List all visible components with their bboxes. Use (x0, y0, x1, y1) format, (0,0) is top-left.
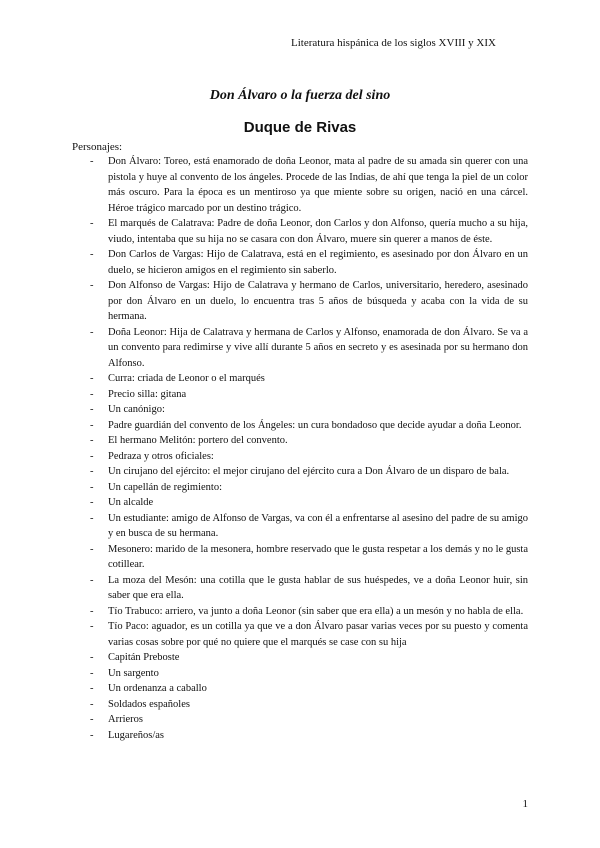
list-bullet: - (90, 249, 94, 260)
document-author: Duque de Rivas (243, 119, 357, 136)
list-bullet: - (90, 497, 94, 508)
character-description: Curra: criada de Leonor o el marqués (108, 373, 265, 384)
list-bullet: - (90, 543, 94, 555)
list-bullet: - (90, 481, 94, 493)
list-bullet: - (90, 574, 94, 586)
character-description: Lugareños/as (108, 729, 164, 741)
page-number: 1 (522, 798, 528, 810)
character-description: Capitán Preboste (108, 652, 180, 663)
character-item (72, 402, 528, 418)
character-description: Don Carlos de Vargas: Hijo de Calatrava, está en el regimiento, es asesinado por don Álvaro en un duelo, se hicieron amigos en el regimiento sin saberlo. (108, 249, 528, 276)
character-item (72, 325, 528, 372)
character-description: Soldados españoles (108, 698, 190, 710)
character-description: Padre guardián del convento de los Ángeles: un cura bondadoso que decide ayudar a doña Leonor. (108, 419, 522, 431)
list-bullet: - (90, 714, 94, 725)
list-bullet: - (90, 621, 94, 632)
character-description: Un canónigo: (108, 404, 165, 415)
character-item (72, 247, 528, 278)
list-bullet: - (90, 667, 94, 679)
character-description: Tío Trabuco: arriero, va junto a doña Leonor (sin saber que era ella) a un mesón y no habla de ella. (108, 605, 524, 617)
character-item (72, 387, 528, 403)
list-bullet: - (90, 450, 94, 462)
character-item (72, 154, 528, 216)
character-item (72, 666, 528, 682)
character-item (72, 697, 528, 713)
character-item (72, 712, 528, 728)
characters-list (72, 154, 528, 743)
list-bullet: - (90, 605, 94, 617)
running-header: Literatura hispánica de los siglos XVIII y XIX (291, 37, 496, 49)
list-bullet: - (90, 683, 94, 694)
list-bullet: - (90, 435, 94, 446)
list-bullet: - (90, 388, 94, 400)
character-item (72, 619, 528, 650)
character-item (72, 604, 528, 620)
list-bullet: - (90, 280, 94, 291)
character-item (72, 681, 528, 697)
list-bullet: - (90, 373, 94, 384)
character-description: Doña Leonor: Hija de Calatrava y hermana de Carlos y Alfonso, enamorada de don Álvaro. Se va a un convento para redimirse y vive allí durante 5 años en secreto y es asesinada por su hermano don Alfonso. (108, 326, 528, 369)
list-bullet: - (90, 698, 94, 710)
character-item (72, 464, 528, 480)
character-item (72, 418, 528, 434)
list-bullet: - (90, 419, 94, 431)
character-description: Precio silla: gitana (108, 388, 187, 400)
character-description: Un alcalde (108, 497, 154, 508)
character-description: Un ordenanza a caballo (108, 683, 207, 694)
character-description: Arrieros (108, 714, 143, 725)
list-bullet: - (90, 466, 94, 477)
character-item (72, 495, 528, 511)
character-description: Pedraza y otros oficiales: (108, 450, 214, 462)
character-item (72, 542, 528, 573)
character-description: La moza del Mesón: una cotilla que le gusta hablar de sus huéspedes, ve a doña Leonor huir, sin saber que era ella. (108, 574, 528, 601)
characters-section-label: Personajes: (72, 141, 123, 153)
character-description: Tío Paco: aguador, es un cotilla ya que ve a don Álvaro pasar varias veces por su puesto y comenta varias cosas sobre por qué no quiere que el marqués se case con su hija (108, 621, 528, 648)
character-item (72, 216, 528, 247)
character-description: Un estudiante: amigo de Alfonso de Vargas, va con él a enfrentarse al asesino del padre de su amigo y en busca de su hermana. (108, 512, 528, 539)
list-bullet: - (90, 512, 94, 524)
list-bullet: - (90, 326, 94, 338)
character-item (72, 728, 528, 744)
list-bullet: - (90, 156, 94, 167)
character-item (72, 650, 528, 666)
character-description: Don Álvaro: Toreo, está enamorado de doña Leonor, mata al padre de su amada sin querer con una pistola y huye al convento de los ángeles. Procede de las Indias, de ahí que tenga la piel de un color más oscuro. Para la época es un mentiroso ya que miente sobre su origen, nació en una cárcel. Héroe trágico marcado por un destino trágico. (108, 156, 528, 214)
character-item (72, 480, 528, 496)
list-bullet: - (90, 729, 94, 741)
character-item (72, 511, 528, 542)
document-title: Don Álvaro o la fuerza del sino (209, 88, 391, 103)
character-description: Mesonero: marido de la mesonera, hombre reservado que le gusta respetar a los demás y no le gusta cotillear. (108, 543, 528, 570)
list-bullet: - (90, 652, 94, 663)
list-bullet: - (90, 218, 94, 229)
character-description: Un sargento (108, 667, 159, 679)
list-bullet: - (90, 404, 94, 415)
character-item (72, 278, 528, 325)
character-item (72, 573, 528, 604)
character-description: Don Alfonso de Vargas: Hijo de Calatrava y hermano de Carlos, universitario, heredero, asesinado por don Álvaro en un duelo, lo encuentra tras 5 años de búsqueda y acaba con la vida de su hermana. (108, 280, 528, 322)
character-description: Un cirujano del ejército: el mejor cirujano del ejército cura a Don Álvaro de un disparo de bala. (108, 466, 510, 477)
character-item (72, 433, 528, 449)
character-item (72, 371, 528, 387)
character-item (72, 449, 528, 465)
character-description: El hermano Melitón: portero del convento. (108, 435, 288, 446)
character-description: El marqués de Calatrava: Padre de doña Leonor, don Carlos y don Alfonso, quería mucho a su hija, viudo, intentaba que su hija no se casara con don Álvaro, muere sin querer a manos de éste. (108, 218, 528, 245)
character-description: Un capellán de regimiento: (108, 481, 222, 493)
